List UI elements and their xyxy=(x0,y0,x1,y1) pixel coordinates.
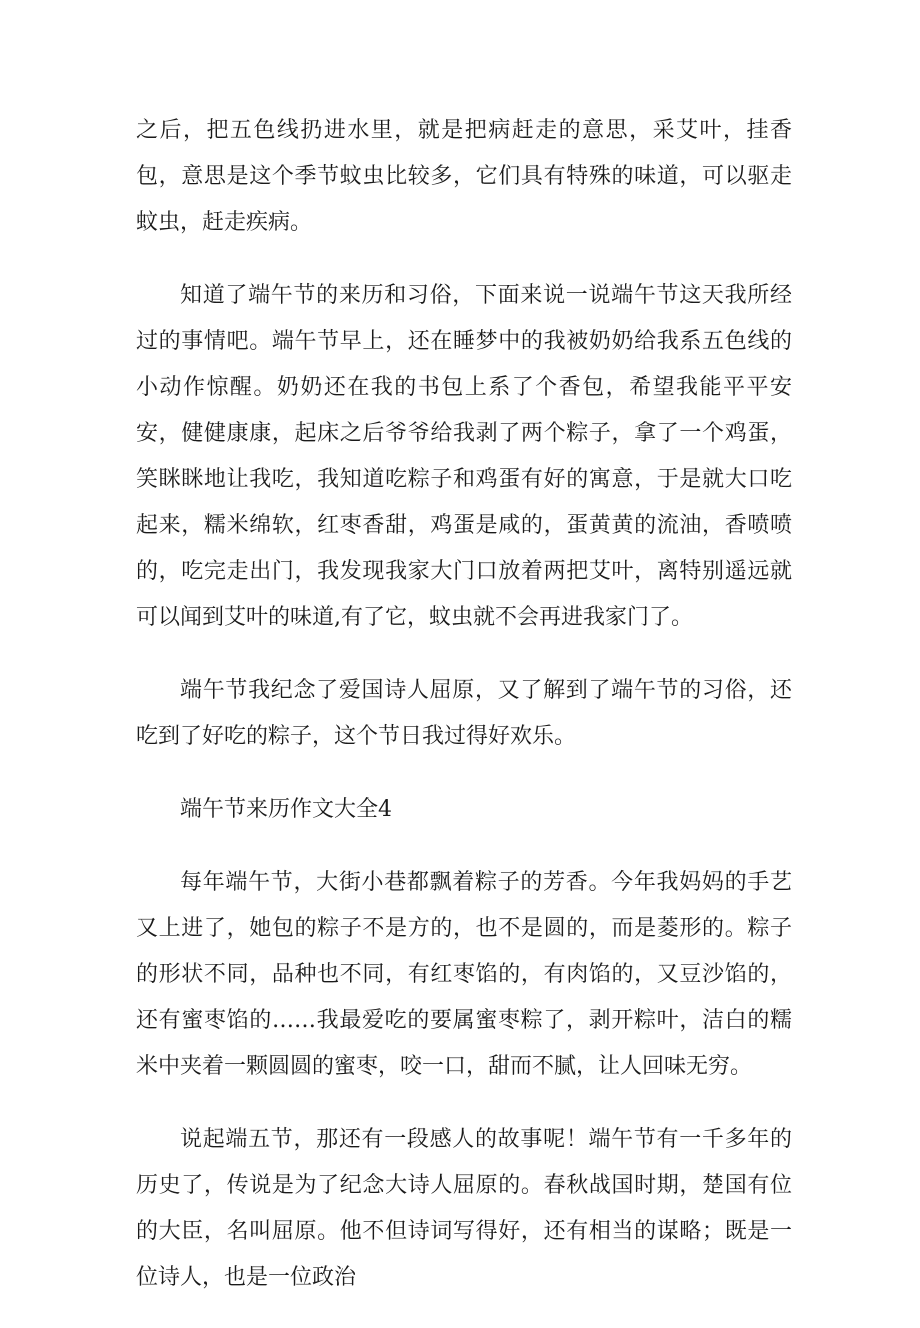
paragraph-zongzi: 每年端午节，大街小巷都飘着粽子的芳香。今年我妈妈的手艺又上进了，她包的粽子不是方的，也不是圆的，而是菱形的。粽子的形状不同，品种也不同，有红枣馅的，有肉馅的，又豆沙馅的，还有蜜枣馅的……我最爱吃的要属蜜枣粽了，剥开粽叶，洁白的糯米中夹着一颗圆圆的蜜枣，咬一口，甜而不腻，让人回味无穷。 xyxy=(136,870,792,1079)
section-heading: 端午节来历作文大全4 xyxy=(180,797,392,822)
paragraph-festival-day-story: 知道了端午节的来历和习俗，下面来说一说端午节这天我所经过的事情吧。端午节早上，还在睡梦中的我被奶奶给我系五色线的小动作惊醒。奶奶还在我的书包上系了个香包，希望我能平平安安，健健康康，起床之后爷爷给我剥了两个粽子，拿了一个鸡蛋，笑眯眯地让我吃，我知道吃粽子和鸡蛋有好的寓意，于是就大口吃起来，糯米绵软，红枣香甜，鸡蛋是咸的，蛋黄黄的流油，香喷喷的，吃完走出门，我发现我家大门口放着两把艾叶，离特别遥远就可以闻到艾叶的味道,有了它，蚊虫就不会再进我家门了。 xyxy=(136,283,792,630)
paragraph-qu-yuan-story: 说起端五节，那还有一段感人的故事呢！端午节有一千多年的历史了，传说是为了纪念大诗人屈原的。春秋战国时期，楚国有位的大臣，名叫屈原。他不但诗词写得好，还有相当的谋略；既是一位诗人，也是一位政治 xyxy=(136,1127,792,1290)
document-body xyxy=(136,108,792,1328)
paragraph-festival-summary: 端午节我纪念了爱国诗人屈原，又了解到了端午节的习俗，还吃到了好吃的粽子，这个节日我过得好欢乐。 xyxy=(136,678,792,749)
paragraph-festival-customs: 之后，把五色线扔进水里，就是把病赶走的意思，采艾叶，挂香包，意思是这个季节蚊虫比较多，它们具有特殊的味道，可以驱走蚊虫，赶走疾病。 xyxy=(136,118,792,235)
